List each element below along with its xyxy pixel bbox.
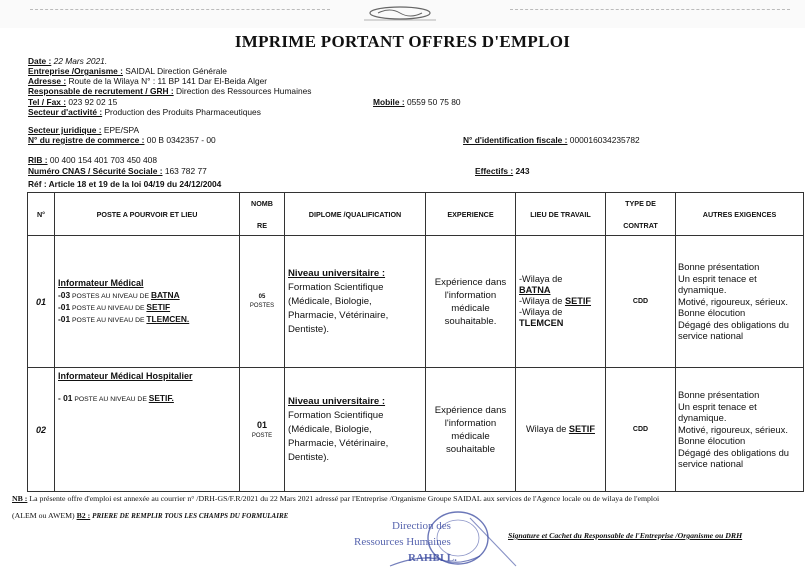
header-lieu: LIEU DE TRAVAIL bbox=[516, 193, 606, 236]
secteur-activite-label: Secteur d'activité : bbox=[28, 107, 103, 117]
lieu-line bbox=[519, 274, 602, 285]
header-contrat-2: CONTRAT bbox=[623, 220, 658, 230]
secteur-juridique-line bbox=[28, 125, 139, 135]
adresse-value: Route de la Wilaya N° : 11 BP 141 Dar El-Beida Alger bbox=[68, 76, 268, 86]
lieu-line bbox=[519, 296, 602, 307]
autres-item: Dégagé des obligations du service national bbox=[678, 318, 790, 342]
lieu-cell bbox=[516, 236, 606, 368]
autres-cell bbox=[676, 368, 804, 492]
effectifs-label: Effectifs : bbox=[475, 166, 514, 176]
poste-line bbox=[58, 393, 236, 405]
lieu-prefix: -Wilaya de bbox=[519, 307, 563, 317]
poste-city: SETIF. bbox=[148, 393, 174, 403]
nombre-value: 05 bbox=[258, 294, 266, 300]
mobile-line bbox=[373, 97, 461, 107]
nombre-cell bbox=[240, 236, 285, 368]
entreprise-value: SAIDAL Direction Générale bbox=[125, 66, 227, 76]
lieu-line bbox=[519, 285, 602, 296]
registre-line bbox=[28, 135, 216, 145]
lieu-city: BATNA bbox=[519, 285, 551, 295]
registre-label: N° du registre de commerce : bbox=[28, 135, 145, 145]
autres-item: Bonne élocution bbox=[678, 435, 746, 447]
autres-item: Motivé, rigoureux, sérieux. bbox=[678, 423, 788, 435]
table-header-row bbox=[28, 193, 804, 236]
rib-label: RIB : bbox=[28, 155, 48, 165]
stamp-line-2: Ressources Humaines bbox=[354, 536, 451, 548]
poste-qty: - 01 bbox=[58, 393, 73, 403]
signature-text: Signature et Cachet du Responsable de l'Entreprise /Organisme ou DRH bbox=[508, 531, 743, 540]
nombre-unit: POSTES bbox=[249, 303, 275, 309]
nombre-value: 01 bbox=[256, 420, 267, 430]
header-no: N° bbox=[28, 193, 55, 236]
stamp-line-3: RAHBI L. bbox=[408, 552, 457, 564]
poste-title: Informateur Médical Hospitalier bbox=[58, 371, 193, 381]
contrat-cell: CDD bbox=[606, 368, 676, 492]
secteur-activite-line bbox=[28, 107, 261, 117]
table-row bbox=[28, 236, 804, 368]
lieu-cell bbox=[516, 368, 606, 492]
lieu-prefix: -Wilaya de bbox=[519, 274, 563, 284]
cnas-value: 163 782 77 bbox=[164, 166, 207, 176]
autres-item: Bonne présentation bbox=[678, 261, 760, 273]
header-diplome: DIPLOME /QUALIFICATION bbox=[285, 193, 426, 236]
secteur-juridique-value: EPE/SPA bbox=[103, 125, 140, 135]
nif-line bbox=[463, 135, 640, 145]
poste-city: BATNA bbox=[150, 289, 180, 300]
nif-value: 000016034235782 bbox=[569, 135, 640, 145]
autres-item: Un esprit tenace et dynamique. bbox=[678, 272, 757, 296]
saidal-logo-icon bbox=[356, 5, 444, 23]
poste-qty: -01 bbox=[58, 313, 71, 324]
header-poste: POSTE A POURVOIR ET LIEU bbox=[55, 193, 240, 236]
autres-item: Un esprit tenace et dynamique. bbox=[678, 400, 757, 424]
autres-item: Bonne élocution bbox=[678, 307, 746, 319]
autres-item: Dégagé des obligations du service national bbox=[678, 446, 790, 470]
nb-text: La présente offre d'emploi est annexée au courrier n° /DRH-GS/F.R/2021 du 22 Mars 2021 adressé par l'Entreprise /Organisme Groupe SAIDAL aux services de l'Agence locale ou de wilaya de l'emploi bbox=[29, 494, 660, 503]
poste-cell bbox=[55, 368, 240, 492]
diplome-level: Niveau universitaire : bbox=[288, 267, 386, 279]
experience-cell: Expérience dans l'information médicale souhaitable. bbox=[426, 236, 516, 368]
diplome-cell bbox=[285, 236, 426, 368]
lieu-line bbox=[519, 307, 602, 318]
diplome-text: Formation Scientifique (Médicale, Biologie, Pharmacie, Vétérinaire, Dentiste). bbox=[288, 409, 389, 463]
header-nombre bbox=[240, 193, 285, 236]
nb-line bbox=[12, 494, 659, 503]
responsable-label: Responsable de recrutement / GRH : bbox=[28, 86, 174, 96]
poste-text: POSTE AU NIVEAU DE bbox=[72, 316, 145, 324]
tel-value: 023 92 02 15 bbox=[68, 97, 118, 107]
adresse-line bbox=[28, 76, 267, 86]
rib-value: 00 400 154 401 703 450 408 bbox=[49, 155, 157, 165]
tel-label: Tel / Fax : bbox=[28, 97, 67, 107]
page-title: IMPRIME PORTANT OFFRES D'EMPLOI bbox=[234, 32, 571, 51]
offers-table bbox=[27, 192, 804, 492]
b2-label: B2 : bbox=[76, 511, 91, 520]
date-line bbox=[28, 56, 107, 66]
header-contrat-1: TYPE DE bbox=[625, 198, 656, 208]
adresse-label: Adresse : bbox=[28, 76, 67, 86]
poste-city: SETIF bbox=[146, 301, 171, 312]
poste-qty: -01 bbox=[58, 301, 71, 312]
secteur-juridique-label: Secteur juridique : bbox=[28, 125, 102, 135]
effectifs-value: 243 bbox=[515, 166, 530, 176]
lieu-prefix: -Wilaya de bbox=[519, 296, 563, 306]
registre-value: 00 B 0342357 - 00 bbox=[146, 135, 216, 145]
header-nombre-2: RE bbox=[257, 220, 267, 230]
poste-line bbox=[58, 290, 236, 302]
mobile-value: 0559 50 75 80 bbox=[406, 97, 461, 107]
tel-line bbox=[28, 97, 117, 107]
scan-line-left bbox=[30, 9, 330, 11]
stamp-line-1: Direction des bbox=[392, 520, 451, 532]
lieu-city: SETIF bbox=[564, 296, 592, 306]
autres-item: Motivé, rigoureux, sérieux. bbox=[678, 295, 788, 307]
row-number: 02 bbox=[28, 368, 55, 492]
mobile-label: Mobile : bbox=[373, 97, 405, 107]
poste-city: TLEMCEN. bbox=[146, 313, 190, 324]
autres-item: Bonne présentation bbox=[678, 389, 760, 401]
poste-title: Informateur Médical bbox=[58, 277, 144, 288]
header-nombre-1: NOMB bbox=[251, 198, 273, 208]
cnas-label: Numéro CNAS / Sécurité Sociale : bbox=[28, 166, 163, 176]
nombre-cell bbox=[240, 368, 285, 492]
autres-cell bbox=[676, 236, 804, 368]
responsable-line bbox=[28, 86, 311, 96]
rib-line bbox=[28, 155, 157, 165]
header-experience: EXPERIENCE bbox=[426, 193, 516, 236]
poste-text: POSTES AU NIVEAU DE bbox=[72, 292, 150, 300]
date-label: Date : bbox=[28, 56, 52, 66]
nif-label: N° d'identification fiscale : bbox=[463, 135, 568, 145]
poste-line bbox=[58, 302, 236, 314]
header-contrat bbox=[606, 193, 676, 236]
contrat-cell: CDD bbox=[606, 236, 676, 368]
nombre-unit: POSTE bbox=[251, 433, 273, 439]
entreprise-line bbox=[28, 66, 227, 76]
date-value: 22 Mars 2021. bbox=[53, 56, 108, 66]
diplome-level: Niveau universitaire : bbox=[288, 395, 386, 407]
reference-line: Réf : Article 18 et 19 de la loi 04/19 du 24/12/2004 bbox=[28, 179, 222, 189]
table-row bbox=[28, 368, 804, 492]
scan-line-right bbox=[510, 9, 790, 11]
diplome-text: Formation Scientifique (Médicale, Biologie, Pharmacie, Vétérinaire, Dentiste). bbox=[288, 281, 389, 335]
lieu-city: TLEMCEN bbox=[519, 318, 564, 328]
row-number: 01 bbox=[28, 236, 55, 368]
b2-line bbox=[12, 511, 288, 520]
lieu-prefix: Wilaya de bbox=[526, 424, 567, 434]
secteur-activite-value: Production des Produits Pharmaceutiques bbox=[104, 107, 261, 117]
experience-cell: Expérience dans l'information médicale souhaitable bbox=[426, 368, 516, 492]
header-autres: AUTRES EXIGENCES bbox=[676, 193, 804, 236]
lieu-line bbox=[519, 318, 602, 329]
diplome-cell bbox=[285, 368, 426, 492]
poste-qty: -03 bbox=[58, 289, 71, 300]
signature-line bbox=[508, 531, 742, 540]
entreprise-label: Entreprise /Organisme : bbox=[28, 66, 123, 76]
lieu-city: SETIF bbox=[568, 424, 595, 434]
responsable-value: Direction des Ressources Humaines bbox=[176, 86, 312, 96]
poste-text: POSTE AU NIVEAU DE bbox=[72, 304, 145, 312]
b2-text: PRIERE DE REMPLIR TOUS LES CHAMPS DU FORMULAIRE bbox=[92, 512, 289, 520]
poste-text: POSTE AU NIVEAU DE bbox=[74, 396, 147, 403]
cnas-line bbox=[28, 166, 207, 176]
poste-line bbox=[58, 314, 236, 326]
nb-text2: (ALEM ou AWEM) bbox=[12, 511, 75, 520]
effectifs-line bbox=[475, 166, 529, 176]
nb-label: NB : bbox=[12, 494, 28, 503]
poste-cell bbox=[55, 236, 240, 368]
